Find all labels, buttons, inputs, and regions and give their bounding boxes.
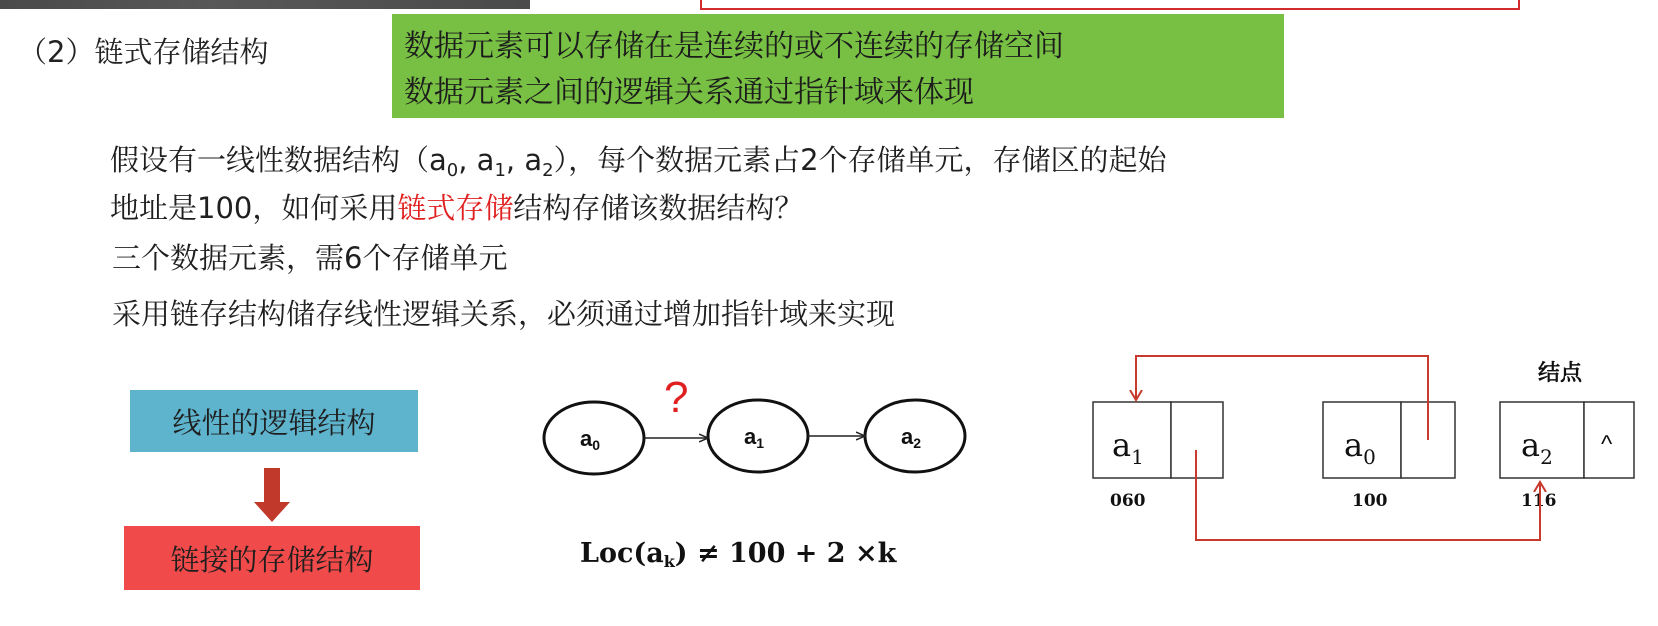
null-pointer-symbol: ^ — [1601, 431, 1613, 458]
question-sub0: 0 — [446, 160, 459, 181]
pointer-field-line: 采用链存结构储存线性逻辑关系，必须通过增加指针域来实现 — [112, 297, 896, 331]
node-title: 结点 — [1538, 360, 1583, 385]
cell-a0-address: 100 — [1352, 491, 1388, 511]
graph-label-a2: a2 — [901, 424, 922, 451]
question-part2: ），每个数据元素占2个存储单元，存储区的起始 — [553, 143, 1167, 177]
logic-structure-box: 线性的逻辑结构 — [130, 390, 418, 452]
question-sub2: 2 — [542, 160, 554, 181]
down-arrow — [254, 468, 290, 522]
question-part4: 结构存储该数据结构？ — [513, 191, 804, 225]
cell-a2-label: $a_2$ — [1521, 426, 1553, 469]
formula-suffix: ) ≠ 100 + 2 ×k — [674, 538, 897, 569]
section-heading: （2）链式存储结构 — [18, 35, 269, 69]
question-mark: ? — [664, 373, 689, 422]
cell-a2-address: 116 — [1521, 491, 1557, 511]
question-sub1: 1 — [494, 160, 506, 181]
question-part1: 假设有一线性数据结构（a — [110, 143, 447, 177]
question-sep2: , a — [505, 143, 543, 177]
logic-graph — [544, 373, 965, 474]
question-part3: 地址是100，如何采用 — [110, 191, 398, 225]
graph-label-a1: a1 — [744, 424, 765, 451]
question-highlight: 链式存储 — [397, 191, 514, 225]
storage-units-line: 三个数据元素，需6个存储单元 — [112, 241, 508, 275]
note-line-2: 数据元素之间的逻辑关系通过指针域来体现 — [404, 75, 974, 110]
formula-sub: k — [663, 552, 675, 571]
cell-a1-label: $a_1$ — [1112, 426, 1144, 469]
storage-structure-box: 链接的存储结构 — [124, 526, 420, 590]
note-line-1: 数据元素可以存储在是连续的或不连续的存储空间 — [404, 29, 1064, 64]
memory-layout — [1093, 356, 1634, 540]
formula-prefix: Loc(a — [580, 538, 664, 569]
cell-a0-label: $a_0$ — [1344, 426, 1376, 469]
graph-label-a0: a0 — [580, 426, 601, 453]
question-sep1: , a — [458, 143, 495, 177]
cell-a1-address: 060 — [1110, 491, 1146, 511]
